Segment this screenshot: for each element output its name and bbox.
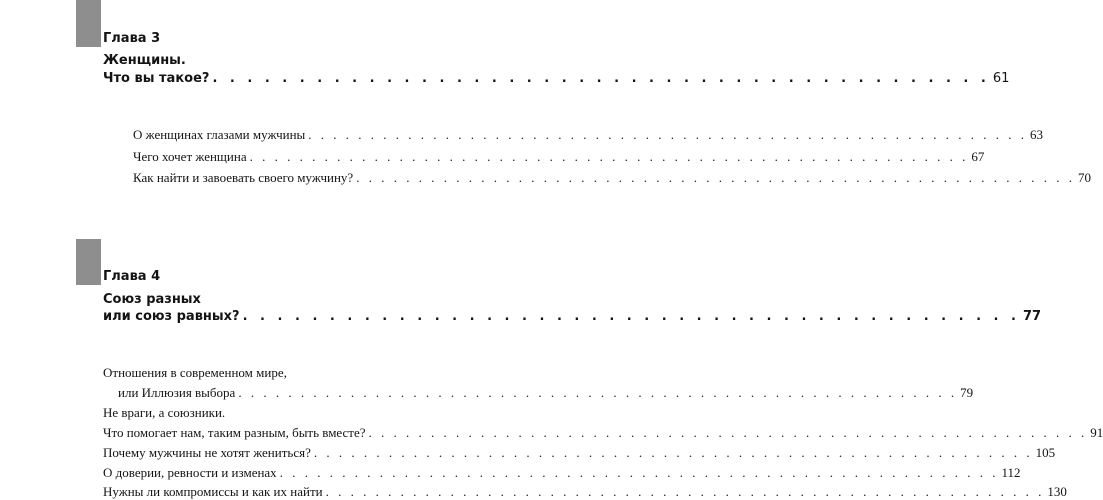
leader-dots: . . . . . . . . . . . . . . . . . . . . . . . . . . . . . . . . . . . . . . . . . . . . . (212, 71, 990, 86)
leader-dots: . . . . . . . . . . . . . . . . . . . . . . . . . . . . . . . . . . . . . . . . . . . . . . . . . . . . . . . . . . (356, 170, 1075, 185)
chapter-3-title-row[interactable] (103, 71, 1010, 87)
chapter-3-title-line2: Что вы такое? (103, 71, 210, 86)
page-number: 77 (1022, 309, 1042, 324)
leader-dots: . . . . . . . . . . . . . . . . . . . . . . . . . . . . . . . . . . . . . . . . . . . . . . . . . . . . . . . . . . (325, 484, 1045, 499)
toc-entry[interactable] (103, 425, 1103, 441)
toc-entry[interactable] (103, 465, 1021, 481)
chapter-4-marker (76, 239, 101, 285)
chapter-4-title-line2: или союз равных? (103, 309, 240, 324)
page-number: 79 (960, 385, 974, 400)
toc-entry[interactable] (118, 385, 974, 401)
chapter-3-marker (76, 0, 101, 47)
toc-entry-title-line1[interactable]: Отношения в современном мире, (103, 365, 287, 380)
chapter-4-title-line1: Союз разных (103, 292, 201, 307)
toc-entry[interactable] (103, 484, 1067, 500)
leader-dots: . . . . . . . . . . . . . . . . . . . . . . . . . . . . . . . . . . . . . . . . . . . . . . . . . . . . . . . . . . (279, 465, 999, 480)
toc-entry[interactable] (133, 170, 1091, 186)
leader-dots: . . . . . . . . . . . . . . . . . . . . . . . . . . . . . . . . . . . . . . . . . . . . . (242, 309, 1020, 324)
page-number: 91 (1090, 425, 1103, 440)
leader-dots: . . . . . . . . . . . . . . . . . . . . . . . . . . . . . . . . . . . . . . . . . . . . . . . . . . . . . . . . . . (238, 385, 958, 400)
leader-dots: . . . . . . . . . . . . . . . . . . . . . . . . . . . . . . . . . . . . . . . . . . . . . . . . . . . . . . . . . . (368, 425, 1088, 440)
chapter-3-label: Глава 3 (103, 31, 161, 46)
leader-dots: . . . . . . . . . . . . . . . . . . . . . . . . . . . . . . . . . . . . . . . . . . . . . . . . . . . . . . . . . . (308, 127, 1028, 142)
chapter-3-title-line1: Женщины. (103, 53, 186, 68)
page-number: 67 (971, 149, 985, 164)
page-number: 112 (1001, 465, 1021, 480)
toc-entry-title: Как найти и завоевать своего мужчину? (133, 170, 354, 185)
toc-entry-title: О доверии, ревности и изменах (103, 465, 277, 480)
leader-dots: . . . . . . . . . . . . . . . . . . . . . . . . . . . . . . . . . . . . . . . . . . . . . . . . . . . . . . . . . . (249, 149, 969, 164)
page-number: 130 (1047, 484, 1067, 499)
toc-entry-title: Почему мужчины не хотят жениться? (103, 445, 311, 460)
chapter-4-title-row[interactable] (103, 309, 1042, 325)
leader-dots: . . . . . . . . . . . . . . . . . . . . . . . . . . . . . . . . . . . . . . . . . . . . . . . . . . . . . . . . . . (313, 445, 1033, 460)
chapter-4-label: Глава 4 (103, 269, 161, 284)
page-number: 70 (1077, 170, 1091, 185)
page-number: 63 (1030, 127, 1044, 142)
toc-entry-title[interactable]: Не враги, а союзники. (103, 405, 226, 420)
toc-entry[interactable] (133, 127, 1044, 143)
toc-entry-title: Что помогает нам, таким разным, быть вместе? (103, 425, 366, 440)
toc-entry-title: Нужны ли компромиссы и как их найти (103, 484, 323, 499)
toc-entry[interactable] (133, 149, 985, 165)
page-number: 61 (992, 71, 1010, 86)
toc-entry-title: Чего хочет женщина (133, 149, 247, 164)
page-number: 105 (1035, 445, 1056, 460)
toc-entry[interactable] (103, 445, 1056, 461)
toc-entry-title: или Иллюзия выбора (118, 385, 236, 400)
toc-entry-title: О женщинах глазами мужчины (133, 127, 306, 142)
